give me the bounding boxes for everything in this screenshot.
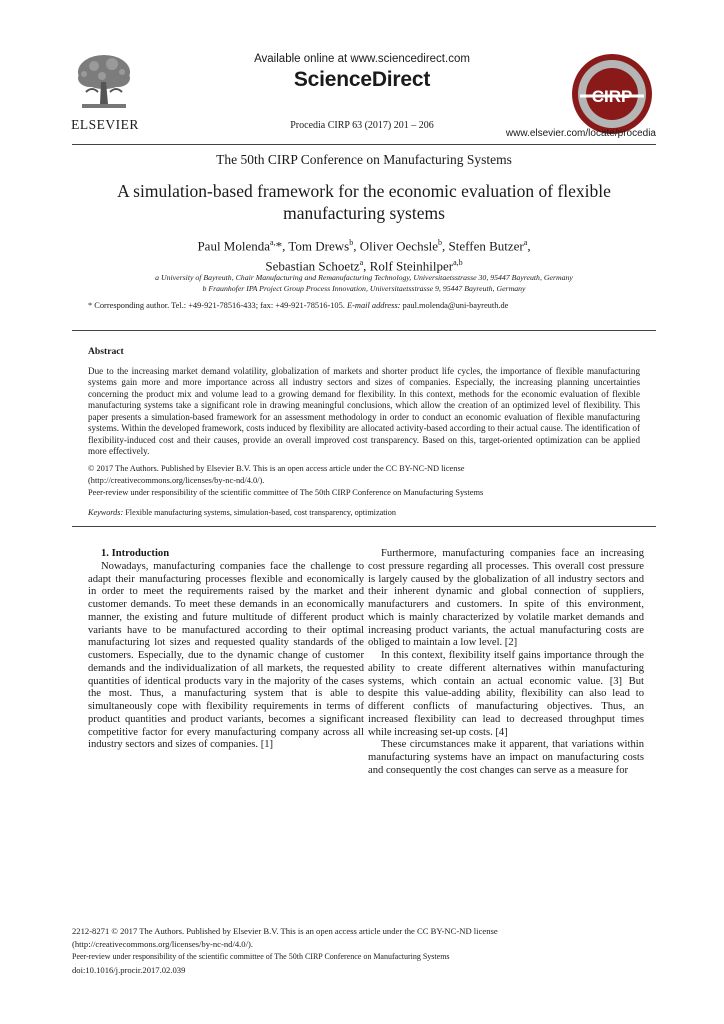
paper-title-line2: manufacturing systems xyxy=(283,203,445,223)
body-column-right xyxy=(368,548,644,778)
abstract-top-divider xyxy=(72,330,656,331)
affiliation-b: b Fraunhofer IPA Project Group Process Innovation, Universitaetsstrasse 9, 95447 Bayreuth, Germany xyxy=(202,284,526,293)
header-divider xyxy=(72,144,656,145)
author-affiliation-marker: a,b xyxy=(453,258,463,268)
abstract-text: Due to the increasing market demand volatility, globalization of markets and shorter product life cycles, the importance of flexible manufacturing systems gain more and more importance across all industry sectors and sizes of companies. Especially, the increasing planning uncertainties concerning the product mix and volume lead to a growing demand for flexibility. In this context, methods for the economic evaluation of flexible manufacturing systems take a significant role in drawing meaningful conclusions, which allow the creation of an optimized level of flexibility. This paper presents a simulation-based framework for an assessment methodology in order to conduct an economic evaluation of flexible manufacturing systems. Within the developed framework, costs induced by flexibility are allocated activity-based according to their actual cause. The identification of flexibility-induced cost and their causes, provide an overall improved cost transparency. Based on this, target-oriented optimization can be applied more effectively. xyxy=(88,366,640,457)
author-name: Sebastian Schoetz xyxy=(265,258,360,274)
footer-issn-line: 2212-8271 © 2017 The Authors. Published by Elsevier B.V. This is an open access article under the CC BY-NC-ND license xyxy=(72,926,498,936)
elsevier-tree-logo xyxy=(72,52,136,112)
corresponding-star: * xyxy=(275,238,283,254)
footer-license-link[interactable]: (http://creativecommons.org/licenses/by-nc-nd/4.0/). xyxy=(72,939,253,949)
body-paragraph: In this context, flexibility itself gains importance through the ability to create different alternatives within manufacturing systems, which contain an actual economic value. [3] But despite this value-adding ability, flexibility can also lead to different conflicts of manufacturing objectives. Thus, an increased flexibility can lead to decreased throughput times while increasing set-up costs. [4] xyxy=(368,650,644,738)
paper-title-line1: A simulation-based framework for the economic evaluation of flexible xyxy=(117,181,611,201)
affiliation-a: a University of Bayreuth, Chair Manufacturing and Remanufacturing Technology, Universitaetsstrasse 30, 95447 Bayreuth, Germany xyxy=(155,273,573,282)
author-name: Tom Drews xyxy=(288,238,350,254)
sciencedirect-brand[interactable]: ScienceDirect xyxy=(293,68,431,91)
journal-reference: Procedia CIRP 63 (2017) 201 – 206 xyxy=(290,120,434,131)
author-name: Steffen Butzer xyxy=(448,238,524,254)
email-label: E-mail address: xyxy=(347,301,401,310)
author-line-1: Paul Molenda$^{a,}$*, Tom Drews$^b$, Oliver Oechsle$^b$, Steffen Butzer$^a$, xyxy=(197,238,531,254)
keywords-list: Flexible manufacturing systems, simulation-based, cost transparency, optimization xyxy=(123,508,396,517)
author-name: Paul Molenda xyxy=(197,238,271,254)
body-paragraph: These circumstances make it apparent, that variations within manufacturing systems have an impact on manufacturing costs and consequently the cost changes can serve as a measure for xyxy=(368,739,644,776)
journal-url-link[interactable]: www.elsevier.com/locate/procedia xyxy=(505,128,656,139)
availability-line[interactable]: Available online at www.sciencedirect.com xyxy=(254,53,470,65)
footer-doi[interactable]: doi:10.1016/j.procir.2017.02.039 xyxy=(72,965,186,975)
author-affiliation-marker: a, xyxy=(270,238,276,247)
cirp-logo xyxy=(570,52,654,136)
author-name: Rolf Steinhilper xyxy=(369,258,454,274)
section-heading-introduction: 1. Introduction xyxy=(101,548,170,559)
conference-name: The 50th CIRP Conference on Manufacturing Systems xyxy=(216,152,512,167)
author-line-2: Sebastian Schoetz$^a$, Rolf Steinhilper$^{a,b}$ xyxy=(265,258,463,274)
copyright-notice: © 2017 The Authors. Published by Elsevier B.V. This is an open access article under the CC BY-NC-ND license xyxy=(88,464,465,473)
body-paragraph: Nowadays, manufacturing companies face the challenge to adapt their manufacturing processes flexible and economically in order to meet the requirements raised by the market and customer demands. To meet these demands in an economically manner, the existing and future multitude of different product variants have to be manufactured according to their optimal manufacturing lot sizes and requested quality standards of the customers. Especially, due to the dynamic change of customer demands and the individualization of all markets, the requested quantities of identical products vary in the majority of the cases the most. Thus, a manufacturing system that is able to simultaneously cope with flexibility requirements in terms of product quantities and product variants, becomes a significant competitive factor for every manufacturing company across all industry sectors and sizes of companies. [1] xyxy=(88,560,364,751)
footer-peer-review: Peer-review under responsibility of the scientific committee of The 50th CIRP Conference on Manufacturing Systems xyxy=(72,952,450,961)
corresponding-author: * Corresponding author. Tel.: +49-921-78516-433; fax: +49-921-78516-105. E-mail address: paul.molenda@uni-bayreuth.de xyxy=(88,301,509,310)
abstract-heading: Abstract xyxy=(88,346,124,357)
cirp-logo-text: CIRP xyxy=(591,87,633,106)
license-link[interactable]: (http://creativecommons.org/licenses/by-nc-nd/4.0/). xyxy=(88,476,265,485)
abstract-bottom-divider xyxy=(72,526,656,527)
author-affiliation-marker: b xyxy=(349,238,354,247)
body-paragraph: Furthermore, manufacturing companies face an increasing cost pressure regarding all processes. This overall cost pressure is largely caused by the globalization of all industry sectors and their inherent dynamic and global connection of suppliers, manufacturers and customers. In spite of this environment, which is mainly characterized by volatile market demands and increasing product variants, the actual manufacturing costs are obliged to maintain a low level. [2] xyxy=(368,548,644,649)
author-affiliation-marker: b xyxy=(438,238,443,247)
email-address[interactable]: paul.molenda@uni-bayreuth.de xyxy=(400,301,509,310)
body-column-left xyxy=(88,548,364,752)
publisher-wordmark: ELSEVIER xyxy=(71,117,139,132)
author-name: Oliver Oechsle xyxy=(359,238,439,254)
author-affiliation-marker: a xyxy=(523,238,528,247)
keywords xyxy=(88,508,396,517)
author-affiliation-marker: a xyxy=(359,258,364,268)
peer-review-note: Peer-review under responsibility of the scientific committee of The 50th CIRP Conference on Manufacturing Systems xyxy=(88,488,484,497)
author-list xyxy=(82,234,646,275)
keywords-label: Keywords: xyxy=(88,508,124,517)
paper-title xyxy=(82,180,646,224)
